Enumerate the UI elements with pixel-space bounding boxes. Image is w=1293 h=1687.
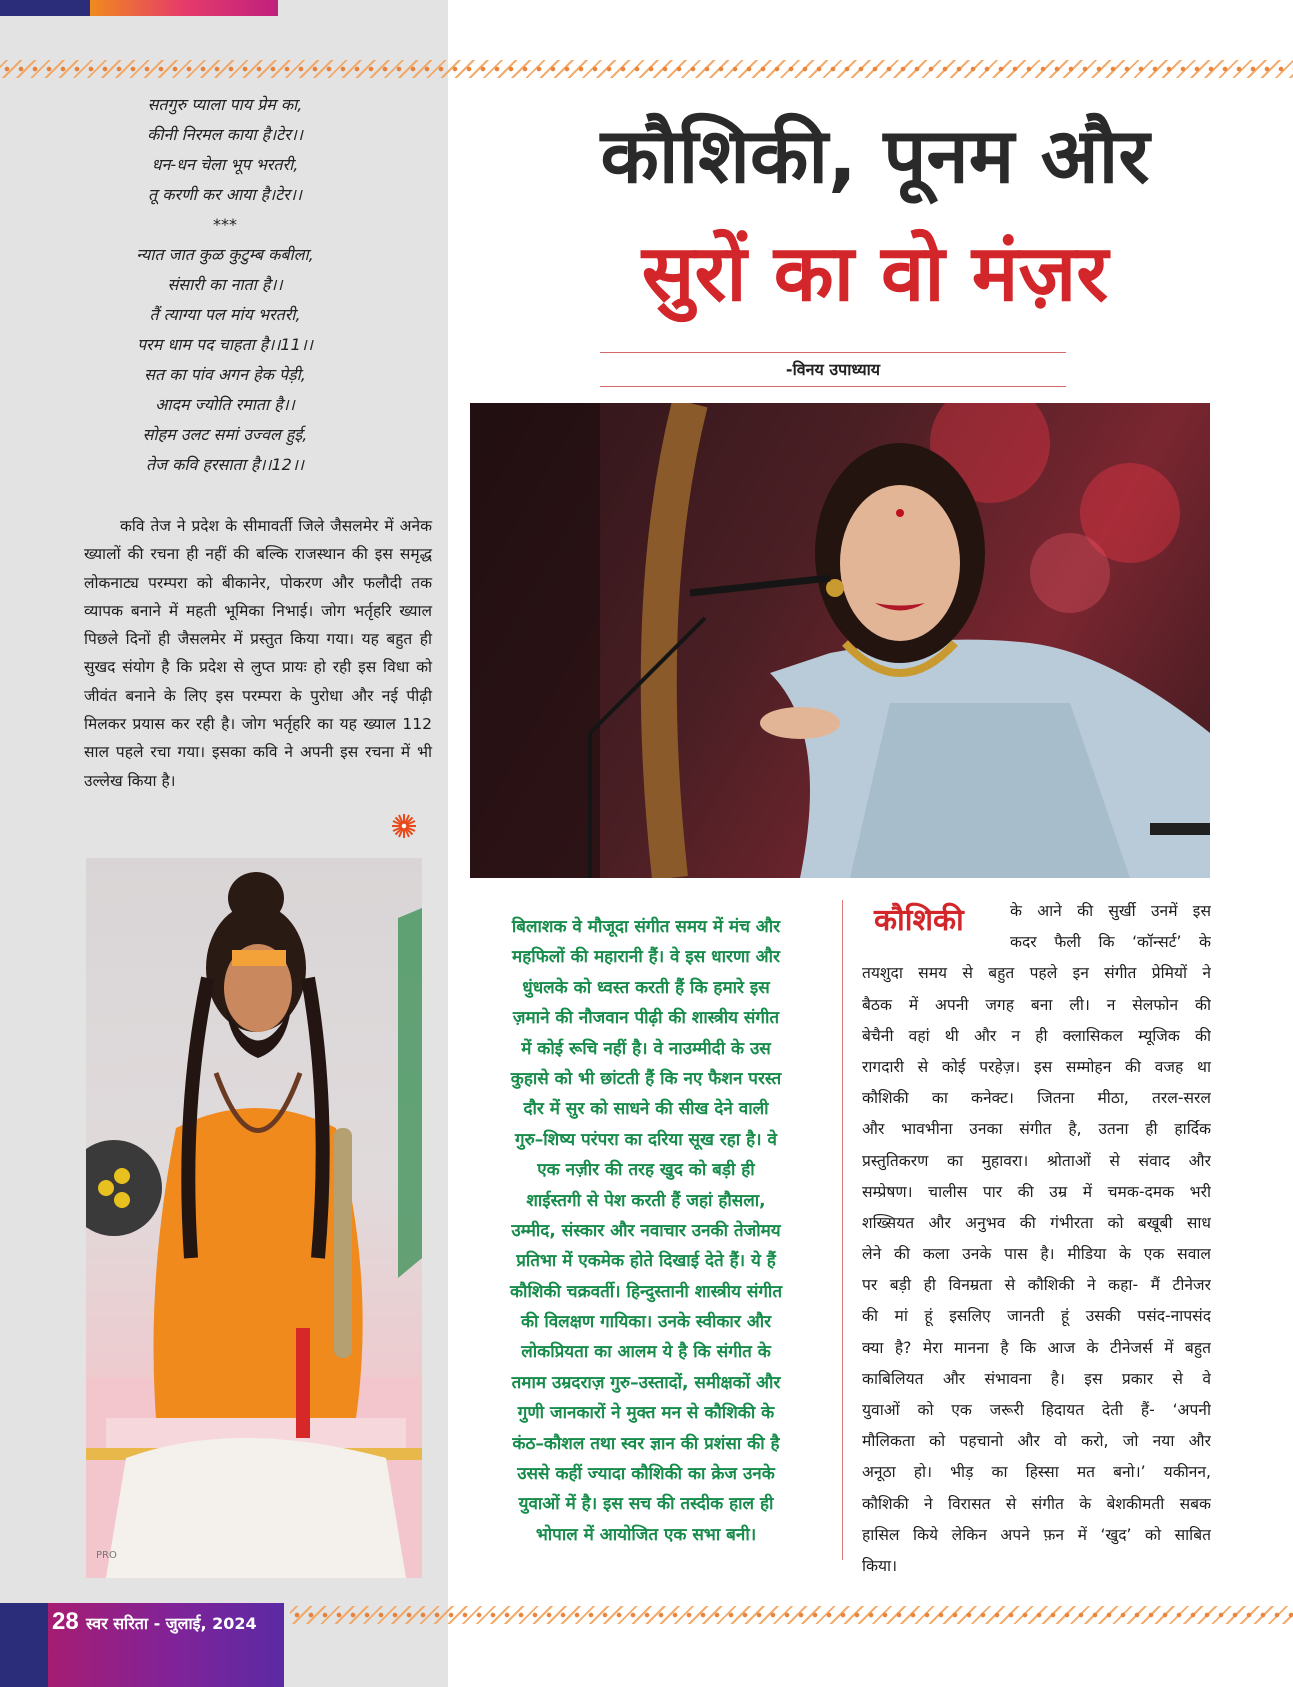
intro-line: कंठ–कौशल तथा स्वर ज्ञान की प्रशंसा की है: [512, 1433, 780, 1454]
intro-line: दौर में सुर को साधने की सीख देने वाली: [523, 1099, 769, 1120]
intro-line: धुंधलके को ध्वस्त करती हैं कि हमारे इस: [522, 977, 770, 998]
body-line: युवाओं को एक जरूरी हिदायत देती हैं- ‘अपनी: [862, 1401, 1211, 1419]
body-line: की मां हूं इसलिए जानती हूं उसकी पसंद-नापसंद: [862, 1307, 1211, 1326]
poem-line: परम धाम पद चाहता है।।11।।: [137, 335, 313, 354]
decorative-border-top: [0, 60, 1293, 78]
column-divider: [842, 900, 843, 1560]
intro-line: तमाम उम्रदराज़ गुरु–उस्तादों, समीक्षकों और: [511, 1372, 781, 1393]
poem-line: कीनी निरमल काया है।टेर।।: [147, 125, 303, 144]
intro-line: प्रतिभा में एकमेक होते दिखाई देते हैं। ये हैं: [516, 1251, 776, 1272]
body-line: तयशुदा समय से बहुत पहले इन संगीत प्रेमियों ने: [862, 964, 1211, 983]
intro-line: युवाओं में है। इस सच की तस्दीक हाल ही: [518, 1494, 774, 1515]
headline-line-1: कौशिकी, पूनम और: [600, 111, 1150, 200]
footer-navy-block: [0, 1603, 48, 1687]
singer-illustration: [470, 403, 1210, 878]
top-color-bar: [0, 0, 90, 16]
intro-line: गुणी जानकारों ने मुक्त मन से कौशिकी के: [517, 1403, 775, 1424]
poem-line: आदम ज्योति रमाता है।।: [155, 395, 295, 414]
headline-line-2: सुरों का वो मंज़र: [641, 229, 1109, 319]
body-line: कौशिकी ने विरासत से संगीत के बेशकीमती सबक: [862, 1494, 1211, 1513]
intro-line: बिलाशक वे मौजूदा संगीत समय में मंच और: [511, 917, 781, 937]
body-line: पर बड़ी ही विनम्रता से कौशिकी ने कहा- मैं टीनेजर: [862, 1276, 1211, 1295]
byline-rule-bottom: [600, 386, 1066, 387]
byline: -विनय उपाध्याय: [785, 360, 881, 379]
sadhu-illustration: [86, 858, 422, 1578]
intro-line: शाईस्तगी से पेश करती हैं जहां हौसला,: [526, 1190, 766, 1211]
intro-column: [470, 912, 822, 1550]
sadhu-photo: [86, 858, 422, 1578]
intro-line: लोकप्रियता का आलम ये है कि संगीत के: [521, 1342, 771, 1363]
body-line: बैठक में अपनी जगह बना ली। न सेलफोन की: [862, 995, 1211, 1014]
drop-word: कौशिकी: [874, 903, 964, 938]
body-line: क्या है? मेरा मानना है कि आज के टीनेजर्स में बहुत: [862, 1338, 1211, 1357]
intro-line: कुहासे को भी छांटती हैं कि नए फैशन परस्त: [510, 1068, 782, 1089]
singer-photo: [470, 403, 1210, 878]
end-mark-icon: [390, 812, 418, 840]
byline-rule-top: [600, 352, 1066, 353]
poem-separator: ***: [213, 215, 237, 234]
body-line: किया।: [862, 1556, 898, 1575]
body-line: कौशिकी का कनेक्ट। जितना मीठा, तरल-सरल: [862, 1089, 1211, 1108]
magazine-name: स्वर सरिता - जुलाई, 2024: [86, 1614, 257, 1633]
intro-line: ज़माने की नौजवान पीढ़ी की शास्त्रीय संगीत: [512, 1008, 780, 1029]
intro-line: कौशिकी चक्रवर्ती। हिन्दुस्तानी शास्त्रीय संगीत: [509, 1281, 783, 1302]
poem-line: न्यात जात कुळ कुटुम्ब कबीला,: [136, 245, 314, 264]
body-line: अनूठा हो। भीड़ का हिस्सा मत बनो।’ यकीनन,: [862, 1463, 1211, 1482]
decorative-border-bottom: [290, 1606, 1293, 1624]
body-line: हासिल किये लेकिन अपने फ़न में ‘खुद’ को साबित: [862, 1525, 1211, 1544]
poem-line: सतगुरु प्याला पाय प्रेम का,: [147, 95, 303, 114]
intro-line: भोपाल में आयोजित एक सभा बनी।: [535, 1524, 757, 1545]
body-line: लेने की कला उनके पास है। मीडिया के एक सवाल: [862, 1245, 1211, 1264]
poem-line: धन-धन चेला भूप भरतरी,: [151, 155, 299, 174]
body-column: [862, 896, 1211, 1582]
intro-line: एक नज़ीर की तरह खुद को बड़ी ही: [537, 1160, 755, 1181]
intro-line: उम्मीद, संस्कार और नवाचार उनकी तेजोमय: [511, 1220, 781, 1241]
poem: [60, 90, 390, 480]
left-paragraph: कवि तेज ने प्रदेश के सीमावर्ती जिले जैसलमेर में अनेक ख्यालों की रचना ही नहीं की बल्कि राजस्थान की इस समृद्ध लोकनाट्य परम्परा को बीकानेर, पोकरण और फलौदी तक व्यापक बनाने में महती भूमिका निभाई। जोग भर्तृहरि ख्याल पिछले दिनों ही जैसलमेर में प्रस्तुत किया गया। यह बहुत ही सुखद संयोग है कि प्रदेश से लुप्त प्रायः हो रही इस विधा को जीवंत बनाने के लिए इस परम्परा के पुरोधा और नई पीढ़ी मिलकर प्रयास कर रही है। जोग भर्तृहरि का यह ख्याल 112 साल पहले रचा गया। इसका कवि ने अपनी इस रचना में भी उल्लेख किया है।: [84, 517, 432, 790]
photo-credit: PRO: [96, 1550, 117, 1561]
body-line: रागदारी से कोई परहेज़। इस सम्मोहन की वजह था: [862, 1057, 1211, 1076]
intro-line: उससे कहीं ज्यादा कौशिकी का क्रेज उनके: [517, 1464, 775, 1485]
body-line: सम्प्रेषण। चालीस पार की उम्र में चमक-दमक भरी: [862, 1182, 1211, 1201]
body-line: के आने की सुर्खी उनमें इस: [1010, 902, 1211, 920]
body-line: कदर फैली कि ‘कॉन्सर्ट’ के: [1010, 933, 1211, 952]
intro-line: की विलक्षण गायिका। उनके स्वीकार और: [520, 1312, 772, 1333]
body-line: और भावभीना उनका संगीत है, उतना ही हार्दिक: [862, 1120, 1211, 1139]
poem-line: तेज कवि हरसाता है।।12।।: [146, 455, 304, 474]
intro-line: महफिलों की महारानी हैं। वे इस धारणा और: [512, 947, 780, 968]
body-line: काबिलियत और संभावना है। इस प्रकार से वे: [862, 1369, 1211, 1388]
body-line: बेचैनी वहां थी और न ही क्लासिकल म्यूजिक की: [862, 1026, 1211, 1045]
poem-line: संसारी का नाता है।।: [167, 275, 283, 294]
left-column-text: [84, 512, 432, 795]
poem-line: तैं त्याग्या पल मांय भरतरी,: [149, 305, 301, 324]
body-line: शख्सियत और अनुभव की गंभीरता को बखूबी साध: [862, 1213, 1211, 1232]
intro-line: गुरु–शिष्य परंपरा का दरिया सूख रहा है। वे: [515, 1129, 777, 1150]
poem-line: सत का पांव अगन हेक पेड़ी,: [144, 365, 306, 384]
top-gradient-bar: [90, 0, 278, 16]
intro-line: में कोई रूचि नहीं है। वे नाउम्मीदी के उस: [521, 1038, 771, 1059]
body-line: प्रस्तुतिकरण का मुहावरा। श्रोताओं से संवाद और: [862, 1151, 1211, 1170]
poem-line: सोहम उलट समां उज्वल हुई,: [142, 425, 308, 444]
body-line: मौलिकता को पहचानो और वो करो, जो नया और: [862, 1432, 1211, 1451]
poem-line: तू करणी कर आया है।टेर।।: [148, 185, 302, 204]
page-number: 28: [52, 1608, 79, 1635]
